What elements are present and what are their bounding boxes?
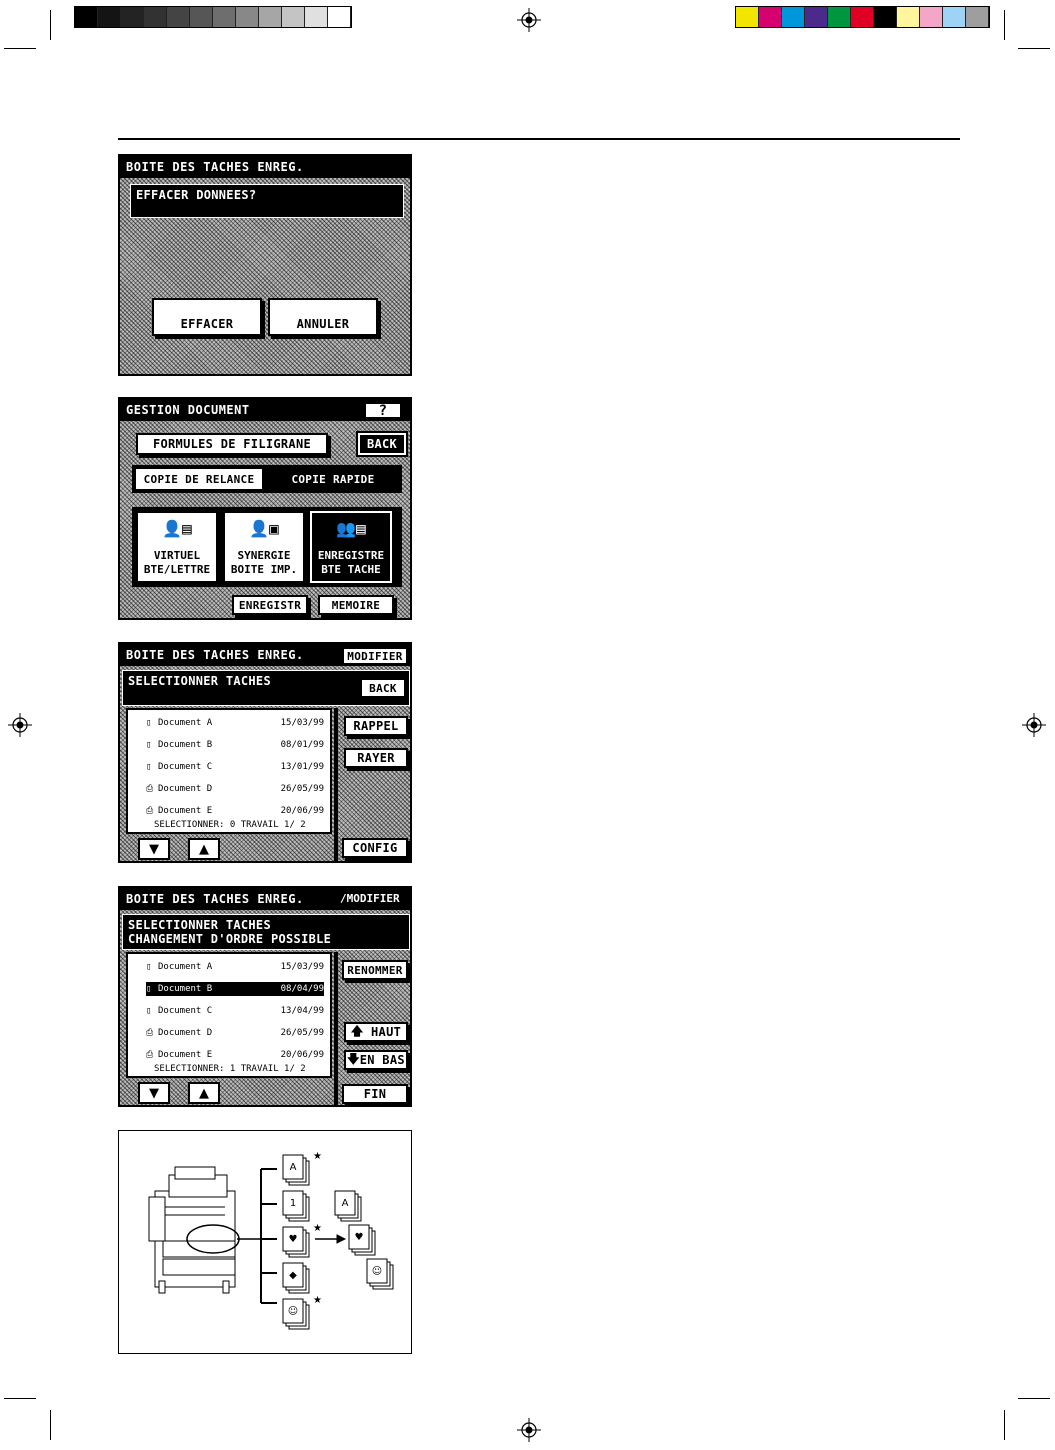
reorder-message [122,914,410,950]
crop-mark [50,1410,51,1440]
screen-delete-confirm [118,154,412,376]
color-swatch [943,7,966,27]
delete-message: EFFACER DONNEES? [130,184,404,218]
modifier-button[interactable]: MODIFIER [342,647,408,665]
input-stack [283,1295,322,1329]
haut-button[interactable] [344,1022,408,1042]
screen-document-management [118,397,412,620]
effacer-button[interactable]: EFFACER [152,298,262,336]
document-date: 13/04/99 [280,1006,324,1016]
sheet-label: A [341,1198,349,1209]
printer-icon: ⎙ [146,806,154,816]
document-icon: ▯ [146,740,152,750]
tab-copie-rapide[interactable]: COPIE RAPIDE [266,467,400,491]
list-item-selected[interactable] [146,982,324,996]
selection-status: SELECTIONNER: 1 TRAVAIL 1/ 2 [154,1064,306,1074]
registration-mark-left [8,713,32,737]
list-item[interactable] [146,1004,324,1018]
output-stack [349,1225,375,1255]
mode-synergie-boite-imp[interactable] [223,511,305,583]
reorder-message-line1: SELECTIONNER TACHES [128,918,271,932]
gray-swatch [98,7,121,27]
mode-enregistre-bte-tache[interactable] [310,511,392,583]
document-name: Document A [158,718,213,728]
sheet-label: 1 [289,1198,297,1209]
list-item[interactable] [146,760,324,774]
document-list [126,952,332,1078]
renommer-button[interactable]: RENOMMER [342,960,408,980]
document-date: 08/01/99 [280,740,324,750]
config-button[interactable]: CONFIG [342,838,408,858]
help-button[interactable]: ? [364,402,402,419]
mode-line1: VIRTUEL [153,549,201,562]
scroll-up-button[interactable]: ▲ [188,838,220,860]
star-icon: ★ [313,1151,322,1162]
gray-swatch [213,7,236,27]
mode-line1: SYNERGIE [237,549,291,562]
document-icon: ▯ [146,762,152,772]
document-date: 20/06/99 [280,806,324,816]
modifier-label: /MODIFIER [340,892,400,905]
document-date: 26/05/99 [280,784,324,794]
header-rule [118,138,960,140]
registration-mark-bottom [517,1418,541,1442]
rappel-button[interactable]: RAPPEL [344,716,408,736]
person-printer-icon: 👤▣ [249,519,279,538]
scroll-down-button[interactable]: ▼ [138,838,170,860]
document-name: Document B [158,984,213,994]
gray-swatch [236,7,259,27]
tab-copie-relance[interactable]: COPIE DE RELANCE [134,467,264,491]
gray-swatch [167,7,190,27]
gray-swatch [190,7,213,27]
color-swatch [736,7,759,27]
document-date: 15/03/99 [280,718,324,728]
side-divider [334,708,338,862]
crop-mark [4,48,36,49]
gray-swatch [305,7,328,27]
color-swatch [828,7,851,27]
input-stack [283,1191,309,1221]
crop-mark [1018,1398,1050,1399]
document-list [126,708,332,834]
formules-filigrane-button[interactable]: FORMULES DE FILIGRANE [136,433,328,455]
document-icon: ▯ [146,718,152,728]
gray-swatch [75,7,98,27]
selection-status: SELECTIONNER: 0 TRAVAIL 1/ 2 [154,820,306,830]
screen-title: BOITE DES TACHES ENREG. [120,156,410,178]
output-stack [367,1259,393,1289]
screen-title: BOITE DES TACHES ENREG. [120,888,410,910]
document-icon: ▯ [146,1006,152,1016]
sheet-label: A [289,1162,297,1173]
arrow-up-icon: 🡅 [350,1023,372,1038]
mode-line1: ENREGISTRE [317,549,385,562]
en-bas-button[interactable] [344,1050,408,1070]
list-item[interactable] [146,960,324,974]
color-swatch [782,7,805,27]
crop-mark [4,1398,36,1399]
scroll-up-button[interactable]: ▲ [188,1082,220,1104]
star-icon: ★ [313,1295,322,1306]
select-tasks-message: SELECTIONNER TACHES [122,670,410,706]
mode-line2: BTE TACHE [321,563,381,576]
crop-mark [1004,10,1005,40]
output-stack [335,1191,361,1221]
gray-swatch [121,7,144,27]
haut-label: HAUT [371,1025,402,1039]
grayscale-calibration-bar [74,6,352,28]
star-icon: ★ [313,1223,322,1234]
document-date: 26/05/99 [280,1028,324,1038]
list-item[interactable] [146,782,324,796]
illustration-panel [118,1130,412,1354]
document-name: Document B [158,740,213,750]
document-name: Document D [158,784,213,794]
back-button[interactable]: BACK [360,678,406,698]
gray-swatch [259,7,282,27]
document-icon: ▯ [146,962,152,972]
crop-mark [1018,48,1050,49]
bracket [261,1169,277,1303]
color-swatch [759,7,782,27]
process-color-calibration-bar [735,6,990,28]
document-date: 08/04/99 [280,984,324,994]
document-name: Document E [158,1050,213,1060]
printer-icon: ⎙ [146,1028,154,1038]
fin-button[interactable]: FIN [342,1084,408,1104]
scroll-down-button[interactable]: ▼ [138,1082,170,1104]
side-divider [334,952,338,1106]
document-name: Document C [158,762,213,772]
document-icon: ▯ [146,984,152,994]
list-item[interactable] [146,1048,324,1062]
memoire-button[interactable]: MEMOIRE [318,595,394,615]
crop-mark [50,10,51,40]
list-item[interactable] [146,804,324,818]
gray-swatch [282,7,305,27]
group-document-icon: 👥▤ [336,519,366,538]
crop-mark [1004,1410,1005,1440]
input-stack [283,1223,322,1257]
list-item[interactable] [146,738,324,752]
registration-mark-top [517,8,541,32]
document-date: 13/01/99 [280,762,324,772]
color-swatch [851,7,874,27]
mode-virtuel-bte-lettre[interactable] [136,511,218,583]
list-item[interactable] [146,716,324,730]
input-stack [283,1151,322,1185]
arrow-right-icon [315,1235,345,1243]
document-name: Document D [158,1028,213,1038]
arrow-down-icon: 🡇 [347,1051,360,1066]
color-swatch [966,7,989,27]
en-bas-label: EN BAS [359,1053,405,1067]
screen-title: BOITE DES TACHES ENREG. [120,644,410,666]
list-item[interactable] [146,1026,324,1040]
enregistr-button[interactable]: ENREGISTR [232,595,308,615]
sheet-label: ☺ [371,1266,383,1277]
document-date: 15/03/99 [280,962,324,972]
sheet-label: ◆ [289,1270,297,1281]
screen-reorder-tasks [118,886,412,1107]
gray-swatch [328,7,351,27]
registration-mark-right [1022,713,1046,737]
rayer-button[interactable]: RAYER [344,748,408,768]
color-swatch [805,7,828,27]
input-stack [283,1263,309,1293]
document-name: Document A [158,962,213,972]
back-button[interactable]: BACK [358,433,406,455]
mode-line2: BTE/LETTRE [143,563,211,576]
reorder-message-line2: CHANGEMENT D'ORDRE POSSIBLE [128,932,332,946]
copier-reorder-illustration [119,1131,411,1353]
document-name: Document E [158,806,213,816]
document-name: Document C [158,1006,213,1016]
person-document-icon: 👤▤ [162,519,192,538]
color-swatch [874,7,897,27]
mode-line2: BOITE IMP. [230,563,298,576]
copier-icon [149,1167,261,1293]
sheet-label: ☺ [287,1306,299,1317]
color-swatch [920,7,943,27]
printer-icon: ⎙ [146,1050,154,1060]
annuler-button[interactable]: ANNULER [268,298,378,336]
screen-title: GESTION DOCUMENT [120,399,410,421]
document-date: 20/06/99 [280,1050,324,1060]
gray-swatch [144,7,167,27]
sheet-label: ♥ [354,1232,364,1243]
sheet-label: ♥ [288,1234,298,1245]
color-swatch [897,7,920,27]
screen-select-tasks [118,642,412,863]
printer-icon: ⎙ [146,784,154,794]
